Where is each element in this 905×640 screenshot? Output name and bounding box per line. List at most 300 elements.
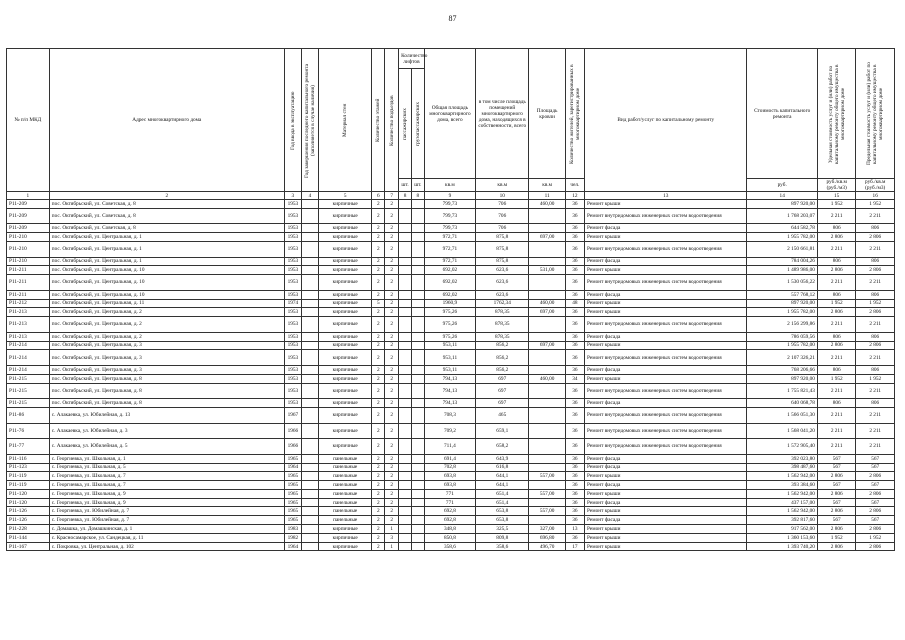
table-cell: 1953 — [284, 275, 301, 291]
table-cell: Р11-213 — [7, 332, 50, 341]
header-entrances: Количество подъездов — [385, 49, 399, 192]
table-cell: 2 806 — [817, 341, 855, 350]
table-cell — [529, 516, 565, 525]
table-cell: пос. Октябрьский, ул. Центральная, д. 2 — [49, 332, 284, 341]
table-cell: 2 — [372, 241, 385, 257]
colnum: 8 — [399, 192, 412, 200]
table-cell: 1967 — [284, 407, 301, 423]
table-cell: 2 211 — [817, 275, 855, 291]
table-cell — [411, 516, 424, 525]
table-cell: с. Георгиевка, ул. Юбилейная, д. 7 — [49, 507, 284, 516]
table-cell: 1 952 — [817, 374, 855, 383]
table-cell: 2 — [385, 341, 399, 350]
table-cell: кирпичные — [319, 208, 372, 224]
table-cell: с. Георгиевка, ул. Школьная, д. 1 — [49, 454, 284, 463]
table-cell: кирпичные — [319, 224, 372, 233]
table-cell — [399, 463, 412, 472]
table-cell — [411, 341, 424, 350]
table-cell: Ремонт крыши — [585, 489, 747, 498]
table-cell: 1953 — [284, 200, 301, 209]
table-cell: 806 — [817, 332, 855, 341]
header-specific-cost: Удельная стоимость услуг и (или) работ по капитальному ремонту общего имущества в многоквартирном доме — [817, 49, 855, 179]
table-cell — [301, 481, 318, 490]
table-row — [7, 516, 895, 525]
table-cell: кирпичные — [319, 257, 372, 266]
table-cell — [411, 423, 424, 439]
table-cell: 36 — [565, 365, 584, 374]
table-row — [7, 481, 895, 490]
table-cell: Р11-211 — [7, 266, 50, 275]
table-cell: 1965 — [284, 498, 301, 507]
table-cell: 806 — [817, 399, 855, 408]
table-cell — [301, 350, 318, 366]
table-cell: 878,35 — [476, 332, 529, 341]
table-cell: 2 — [372, 374, 385, 383]
table-cell: Р11-214 — [7, 350, 50, 366]
table-cell: 651,4 — [476, 498, 529, 507]
table-cell: 875,8 — [476, 233, 529, 242]
table-cell: 623,6 — [476, 290, 529, 299]
table-cell: 2 211 — [856, 383, 895, 399]
table-cell: Ремонт фасада — [585, 290, 747, 299]
table-cell: Р11-76 — [7, 423, 50, 439]
table-row — [7, 257, 895, 266]
table-cell: 1 — [385, 525, 399, 534]
table-cell: 392 817,60 — [747, 516, 818, 525]
table-cell: кирпичные — [319, 350, 372, 366]
table-cell: 644 582,78 — [747, 224, 818, 233]
table-cell — [301, 341, 318, 350]
table-cell: пос. Октябрьский, ул. Центральная, д. 2 — [49, 308, 284, 317]
table-cell: 36 — [565, 308, 584, 317]
table-cell: 2 — [372, 481, 385, 490]
table-cell: кирпичные — [319, 200, 372, 209]
table-cell — [411, 317, 424, 333]
table-cell — [411, 224, 424, 233]
table-cell: 2 — [385, 454, 399, 463]
table-cell: 953,11 — [424, 365, 475, 374]
table-row — [7, 533, 895, 542]
header-max-cost: Предельная стоимость услуг и (или) работ по капитальному ремонту общего имущества в многоквартирном доме — [856, 49, 895, 179]
table-cell: 3 — [385, 533, 399, 542]
table-cell: кирпичные — [319, 423, 372, 439]
table-cell: Ремонт внутридомовых инженерных систем водоотведения — [585, 439, 747, 455]
table-cell: 2 — [372, 208, 385, 224]
table-cell: Ремонт крыши — [585, 341, 747, 350]
table-cell: 2 — [385, 350, 399, 366]
table-cell — [301, 439, 318, 455]
table-cell — [411, 439, 424, 455]
table-cell — [411, 507, 424, 516]
table-cell: 2 211 — [817, 241, 855, 257]
table-cell: 1953 — [284, 317, 301, 333]
table-cell: 2 806 — [856, 266, 895, 275]
table-cell — [399, 472, 412, 481]
table-cell: 17 — [565, 542, 584, 551]
table-cell: 643,9 — [476, 454, 529, 463]
table-cell: 437 157,00 — [747, 498, 818, 507]
table-cell: 460,00 — [529, 299, 565, 308]
table-cell — [301, 525, 318, 534]
table-cell: 692,02 — [424, 266, 475, 275]
table-cell: 697,00 — [529, 233, 565, 242]
table-cell: 2 — [372, 341, 385, 350]
table-cell — [399, 454, 412, 463]
table-cell — [301, 374, 318, 383]
table-cell: Р11-116 — [7, 454, 50, 463]
table-cell — [411, 498, 424, 507]
table-cell: с. Георгиевка, ул. Школьная, д. 9 — [49, 498, 284, 507]
table-cell — [301, 365, 318, 374]
table-row — [7, 365, 895, 374]
table-cell: 2 — [385, 299, 399, 308]
table-cell: 1 562 942,00 — [747, 507, 818, 516]
table-cell: пос. Октябрьский, ул. Советская, д. 8 — [49, 224, 284, 233]
table-cell: 36 — [565, 241, 584, 257]
table-row — [7, 454, 895, 463]
table-cell — [399, 241, 412, 257]
table-cell — [399, 533, 412, 542]
colnum: 12 — [565, 192, 584, 200]
table-cell: Р11-210 — [7, 257, 50, 266]
table-cell: 36 — [565, 332, 584, 341]
table-cell: 2 — [372, 472, 385, 481]
table-cell: 327,00 — [529, 525, 565, 534]
table-cell: панельные — [319, 507, 372, 516]
table-cell: 2 — [385, 317, 399, 333]
table-cell: 2 — [372, 423, 385, 439]
table-cell — [399, 299, 412, 308]
table-cell: пос. Октябрьский, ул. Советская, д. 8 — [49, 200, 284, 209]
table-cell: 2 — [372, 200, 385, 209]
table-cell: 878,35 — [476, 308, 529, 317]
table-cell: 692,02 — [424, 275, 475, 291]
table-cell: Р11-210 — [7, 241, 50, 257]
table-cell: 13 — [565, 525, 584, 534]
table-body — [7, 200, 895, 551]
colnum: 5 — [319, 192, 372, 200]
table-cell: 36 — [565, 439, 584, 455]
table-cell: пос. Октябрьский, ул. Центральная, д. 8 — [49, 399, 284, 408]
table-cell: 692,8 — [424, 516, 475, 525]
table-cell: Ремонт фасада — [585, 365, 747, 374]
header-cost: Стоимость капитального ремонта — [747, 49, 818, 179]
table-cell — [301, 472, 318, 481]
colnum: 7 — [385, 192, 399, 200]
table-cell: 496,70 — [529, 542, 565, 551]
table-row — [7, 525, 895, 534]
table-cell — [301, 233, 318, 242]
table-cell: 1 952 — [817, 299, 855, 308]
table-cell: 2 211 — [817, 208, 855, 224]
table-cell: Ремонт крыши — [585, 525, 747, 534]
table-cell: 2 — [372, 383, 385, 399]
table-cell — [529, 399, 565, 408]
table-cell: Ремонт фасада — [585, 516, 747, 525]
table-row — [7, 266, 895, 275]
table-cell: 697 — [476, 383, 529, 399]
table-cell — [411, 233, 424, 242]
table-cell: 878,35 — [476, 317, 529, 333]
table-cell: Ремонт крыши — [585, 472, 747, 481]
table-cell: 693,8 — [424, 481, 475, 490]
table-cell: Р11-119 — [7, 481, 50, 490]
table-cell: 953,11 — [424, 350, 475, 366]
table-cell: 616,8 — [476, 463, 529, 472]
table-cell — [301, 533, 318, 542]
table-cell: 1953 — [284, 350, 301, 366]
table-cell — [399, 290, 412, 299]
table-cell: Ремонт фасада — [585, 257, 747, 266]
table-cell: пос. Октябрьский, ул. Центральная, д. 1 — [49, 257, 284, 266]
table-cell: 2 806 — [817, 489, 855, 498]
table-cell: 36 — [565, 507, 584, 516]
table-cell — [411, 365, 424, 374]
table-cell: 806 — [856, 224, 895, 233]
table-cell — [529, 498, 565, 507]
table-cell — [399, 317, 412, 333]
table-cell — [301, 463, 318, 472]
table-cell: 2 806 — [856, 308, 895, 317]
table-cell: 460,00 — [529, 374, 565, 383]
table-cell — [399, 275, 412, 291]
table-cell: 36 — [565, 383, 584, 399]
table-cell: 809,8 — [476, 533, 529, 542]
table-cell: 1 952 — [856, 299, 895, 308]
table-cell: 36 — [565, 275, 584, 291]
table-cell: 653,8 — [476, 516, 529, 525]
table-cell: 567 — [817, 516, 855, 525]
table-cell: 953,11 — [424, 341, 475, 350]
table-row — [7, 208, 895, 224]
table-cell: 623,6 — [476, 275, 529, 291]
table-cell: Ремонт фасада — [585, 481, 747, 490]
table-cell: с. Георгиевка, ул. Школьная, д. 7 — [49, 481, 284, 490]
table-cell — [411, 290, 424, 299]
table-cell: 1965 — [284, 489, 301, 498]
table-cell — [399, 542, 412, 551]
table-cell — [301, 399, 318, 408]
table-cell: 36 — [565, 533, 584, 542]
table-cell — [411, 241, 424, 257]
table-cell: 2 — [385, 399, 399, 408]
table-cell: 2 — [385, 383, 399, 399]
table-cell: 1 562 942,00 — [747, 489, 818, 498]
table-cell: 2 — [372, 233, 385, 242]
header-total-area: Общая площадь многоквартирного дома, всего — [424, 49, 475, 179]
table-cell: 2 211 — [856, 423, 895, 439]
colnum: 2 — [49, 192, 284, 200]
table-cell: 1 768 203,07 — [747, 208, 818, 224]
unit-lifts-b: шт. — [411, 179, 424, 192]
table-cell: пос. Октябрьский, ул. Центральная, д. 2 — [49, 317, 284, 333]
table-cell — [301, 200, 318, 209]
table-cell — [411, 332, 424, 341]
table-cell: 697,00 — [529, 308, 565, 317]
table-cell — [399, 208, 412, 224]
page-number: 87 — [448, 14, 457, 23]
table-cell — [399, 399, 412, 408]
table-cell — [529, 275, 565, 291]
table-cell — [301, 299, 318, 308]
table-cell: 1965 — [284, 481, 301, 490]
table-cell: 799,73 — [424, 200, 475, 209]
table-cell — [529, 350, 565, 366]
table-cell: 1965 — [284, 454, 301, 463]
table-cell — [301, 423, 318, 439]
table-cell: 1983 — [284, 525, 301, 534]
table-cell: Р11-209 — [7, 208, 50, 224]
table-cell — [399, 489, 412, 498]
table-cell: Ремонт внутридомовых инженерных систем водоотведения — [585, 208, 747, 224]
table-cell: панельные — [319, 481, 372, 490]
table-cell — [399, 350, 412, 366]
table-row — [7, 439, 895, 455]
table-cell: 2 — [372, 332, 385, 341]
table-cell: с. Красносамарское, ул. Сандецкая, д. 11 — [49, 533, 284, 542]
table-cell — [399, 507, 412, 516]
table-cell — [411, 374, 424, 383]
table-cell: 1974 — [284, 299, 301, 308]
table-cell — [529, 290, 565, 299]
table-cell: 34 — [565, 374, 584, 383]
table-cell — [529, 423, 565, 439]
table-cell: 2 — [372, 498, 385, 507]
table-cell: 651,4 — [476, 489, 529, 498]
table-cell: 975,26 — [424, 308, 475, 317]
table-cell: 1 955 782,00 — [747, 308, 818, 317]
unit-area-roof: кв.м — [529, 179, 565, 192]
table-cell: 2 — [385, 332, 399, 341]
table-cell: 2 — [372, 454, 385, 463]
table-cell — [399, 257, 412, 266]
table-cell — [399, 516, 412, 525]
table-cell: 806 — [856, 290, 895, 299]
table-cell: 2 — [372, 350, 385, 366]
table-cell: 2 — [385, 472, 399, 481]
table-row — [7, 463, 895, 472]
table-cell — [399, 407, 412, 423]
table-cell: 2 806 — [817, 308, 855, 317]
table-cell: 1953 — [284, 257, 301, 266]
table-cell: 696,80 — [529, 533, 565, 542]
table-cell: 2 806 — [856, 489, 895, 498]
table-cell — [529, 224, 565, 233]
table-cell: 567 — [817, 481, 855, 490]
table-cell: 2 — [372, 308, 385, 317]
header-wall-material: Материал стен — [319, 49, 372, 192]
table-cell: Ремонт крыши — [585, 533, 747, 542]
colnum: 16 — [856, 192, 895, 200]
table-cell: кирпичные — [319, 407, 372, 423]
table-cell: Р11-120 — [7, 498, 50, 507]
table-cell: 2 211 — [856, 317, 895, 333]
table-cell: пос. Октябрьский, ул. Центральная, д. 11 — [49, 299, 284, 308]
table-cell: 697 — [476, 399, 529, 408]
table-cell: 644,1 — [476, 472, 529, 481]
table-cell: 557 768,12 — [747, 290, 818, 299]
table-cell: пос. Октябрьский, ул. Центральная, д. 3 — [49, 341, 284, 350]
table-cell: 2 806 — [817, 542, 855, 551]
table-cell — [529, 463, 565, 472]
table-cell: 2 — [372, 275, 385, 291]
table-cell — [411, 481, 424, 490]
colnum: 1 — [7, 192, 50, 200]
table-cell: кирпичные — [319, 275, 372, 291]
table-row — [7, 374, 895, 383]
table-row — [7, 241, 895, 257]
table-cell: 36 — [565, 399, 584, 408]
table-cell: панельные — [319, 516, 372, 525]
table-row — [7, 472, 895, 481]
table-cell: с. Покровка, ул. Центральная, д. 102 — [49, 542, 284, 551]
table-cell: Ремонт крыши — [585, 308, 747, 317]
table-cell: 358,6 — [424, 542, 475, 551]
table-cell: 531,00 — [529, 266, 565, 275]
table-cell: 2 — [372, 365, 385, 374]
table-cell: 2 806 — [856, 507, 895, 516]
table-cell: Ремонт фасада — [585, 498, 747, 507]
table-cell — [411, 275, 424, 291]
header-address: Адрес многоквартирного дома — [49, 49, 284, 192]
table-cell: 36 — [565, 407, 584, 423]
unit-lifts-a: шт. — [399, 179, 412, 192]
table-cell: 856,2 — [476, 350, 529, 366]
table-cell: пос. Октябрьский, ул. Центральная, д. 10 — [49, 275, 284, 291]
table-cell — [529, 208, 565, 224]
table-cell — [301, 208, 318, 224]
table-cell — [411, 454, 424, 463]
table-cell: 659,1 — [476, 423, 529, 439]
table-cell: 2 — [372, 533, 385, 542]
table-cell — [529, 241, 565, 257]
table-cell — [301, 275, 318, 291]
table-row — [7, 423, 895, 439]
table-cell: 2 — [372, 516, 385, 525]
colnum: 10 — [476, 192, 529, 200]
table-cell — [411, 533, 424, 542]
table-cell: 653,8 — [476, 507, 529, 516]
table-cell: 2 — [372, 507, 385, 516]
table-cell: Ремонт внутридомовых инженерных систем водоотведения — [585, 423, 747, 439]
table-cell: 2 — [372, 257, 385, 266]
colnum: 3 — [284, 192, 301, 200]
table-row — [7, 224, 895, 233]
table-cell — [399, 525, 412, 534]
table-cell: панельные — [319, 498, 372, 507]
table-cell: 567 — [856, 498, 895, 507]
table-row — [7, 542, 895, 551]
table-cell: 709,2 — [424, 423, 475, 439]
table-cell: 393 384,60 — [747, 481, 818, 490]
table-cell: Ремонт внутридомовых инженерных систем водоотведения — [585, 317, 747, 333]
table-cell: Ремонт крыши — [585, 266, 747, 275]
table-cell: 806 — [817, 290, 855, 299]
table-cell: 2 — [385, 266, 399, 275]
table-cell: Ремонт крыши — [585, 200, 747, 209]
table-cell: Р11-167 — [7, 542, 50, 551]
table-cell: 2 806 — [817, 507, 855, 516]
table-cell: 567 — [856, 454, 895, 463]
table-cell: 806 — [856, 332, 895, 341]
table-cell: пос. Октябрьский, ул. Центральная, д. 10 — [49, 266, 284, 275]
table-cell — [301, 224, 318, 233]
table-cell: Р11-215 — [7, 374, 50, 383]
table-cell: 2 211 — [856, 439, 895, 455]
table-cell: Р11-209 — [7, 224, 50, 233]
table-cell: кирпичные — [319, 341, 372, 350]
table-cell — [301, 317, 318, 333]
